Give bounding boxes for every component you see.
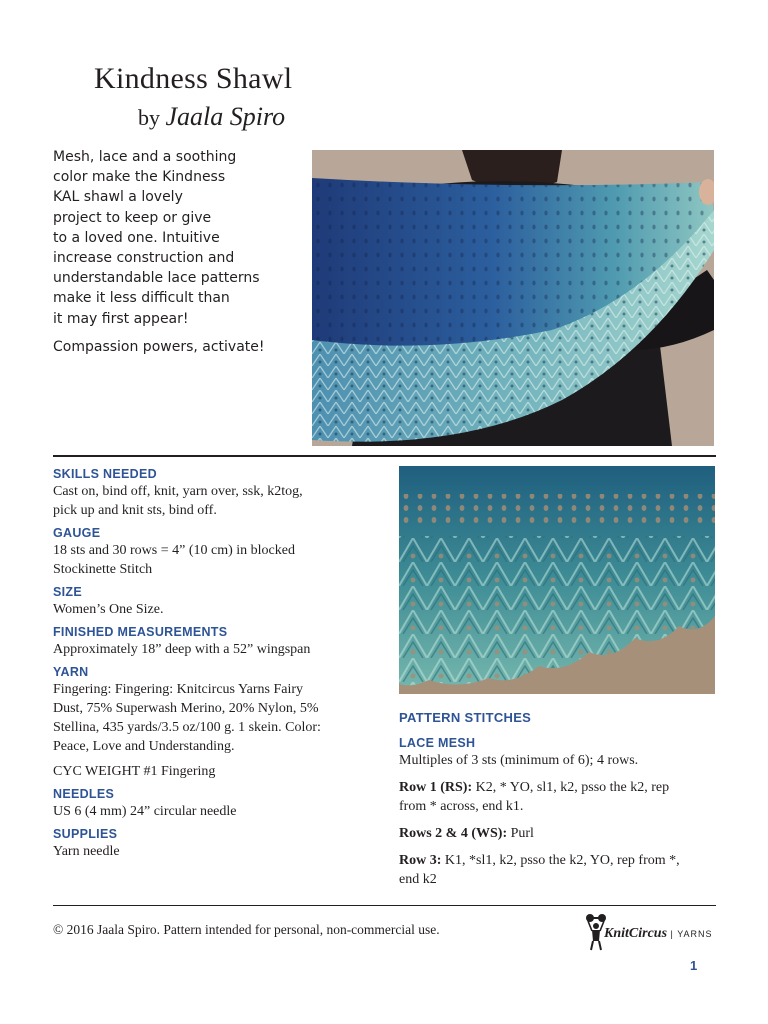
yarn-section [53,664,373,781]
byline-by: by [138,105,160,130]
supplies-heading: SUPPLIES [53,827,118,841]
copyright-notice: © 2016 Jaala Spiro. Pattern intended for personal, non-commercial use. [53,922,440,937]
row-1 [399,778,717,797]
gauge-line: Stockinette Stitch [53,562,153,577]
pattern-title: Kindness Shawl [94,62,293,95]
yarn-line: Fingering: Fingering: Knitcircus Yarns Fairy [53,682,304,697]
size-section [53,584,373,619]
row-1-text: K2, * YO, sl1, k2, psso the k2, rep [472,780,670,795]
supplies-section [53,826,373,861]
intro-line: understandable lace patterns [53,270,260,287]
gauge-heading: GAUGE [53,526,101,540]
finished-heading: FINISHED MEASUREMENTS [53,625,228,639]
needles-text: US 6 (4 mm) 24” circular needle [53,804,237,819]
gauge-line: 18 sts and 30 rows = 4” (10 cm) in blocked [53,543,295,558]
lace-mesh-text: Multiples of 3 sts (minimum of 6); 4 rows. [399,753,639,768]
row-3-label: Row 3: [399,853,442,868]
lace-mesh-heading: LACE MESH [399,736,476,750]
lace-detail-photo [399,466,715,694]
yarn-line: Stellina, 435 yards/3.5 oz/100 g. 1 skein. Color: [53,720,321,735]
size-text: Women’s One Size. [53,602,164,617]
logo-suffix-text: YARNS [677,929,713,939]
gauge-section [53,525,373,579]
cyc-weight: CYC WEIGHT #1 Fingering [53,764,216,779]
supplies-text: Yarn needle [53,844,120,859]
intro-line: increase construction and [53,250,235,267]
skills-section [53,466,373,520]
stitches-heading: PATTERN STITCHES [399,710,532,725]
logo-name: KnitCircus [604,926,668,941]
intro-text [53,147,303,357]
yarn-heading: YARN [53,665,89,679]
intro-line: color make the Kindness [53,169,226,186]
shawl-photo [312,150,714,446]
intro-line: make it less difficult than [53,290,230,307]
intro-line: Mesh, lace and a soothing [53,149,237,165]
row-3 [399,851,717,870]
row-1-cont: from * across, end k1. [399,799,524,814]
finished-text: Approximately 18” deep with a 52” wingspan [53,642,311,657]
row-3-cont: end k2 [399,872,437,887]
logo-suffix: | YARNS [667,929,713,939]
intro-line: it may first appear! [53,310,189,327]
byline [138,102,285,133]
section-divider [53,455,716,457]
intro-line: project to keep or give [53,209,212,226]
yarn-line: Peace, Love and Understanding. [53,739,235,754]
intro-line: to a loved one. Intuitive [53,229,220,246]
skills-line: pick up and knit sts, bind off. [53,503,217,518]
finished-section [53,624,373,659]
pattern-stitches [399,710,717,889]
needles-section [53,786,373,821]
skills-line: Cast on, bind off, knit, yarn over, ssk, k2tog, [53,484,303,499]
row-3-text: K1, *sl1, k2, psso the k2, YO, rep from *, [441,853,680,868]
rows-2-4 [399,824,717,843]
needles-heading: NEEDLES [53,787,115,801]
page-number: 1 [690,958,698,973]
designer-name: Jaala Spiro [165,102,286,131]
size-heading: SIZE [53,585,82,599]
pattern-specs [53,466,373,866]
rows-2-4-text: Purl [507,826,534,841]
logo-wordmark [604,926,713,942]
intro-line: KAL shawl a lovely [53,189,183,206]
row-1-label: Row 1 (RS): [399,780,473,795]
footer-divider [53,905,716,906]
skills-heading: SKILLS NEEDED [53,467,157,481]
yarn-line: Dust, 75% Superwash Merino, 20% Nylon, 5% [53,701,319,716]
intro-paragraph [53,147,303,329]
intro-tagline: Compassion powers, activate! [53,338,265,355]
rows-2-4-label: Rows 2 & 4 (WS): [399,826,508,841]
